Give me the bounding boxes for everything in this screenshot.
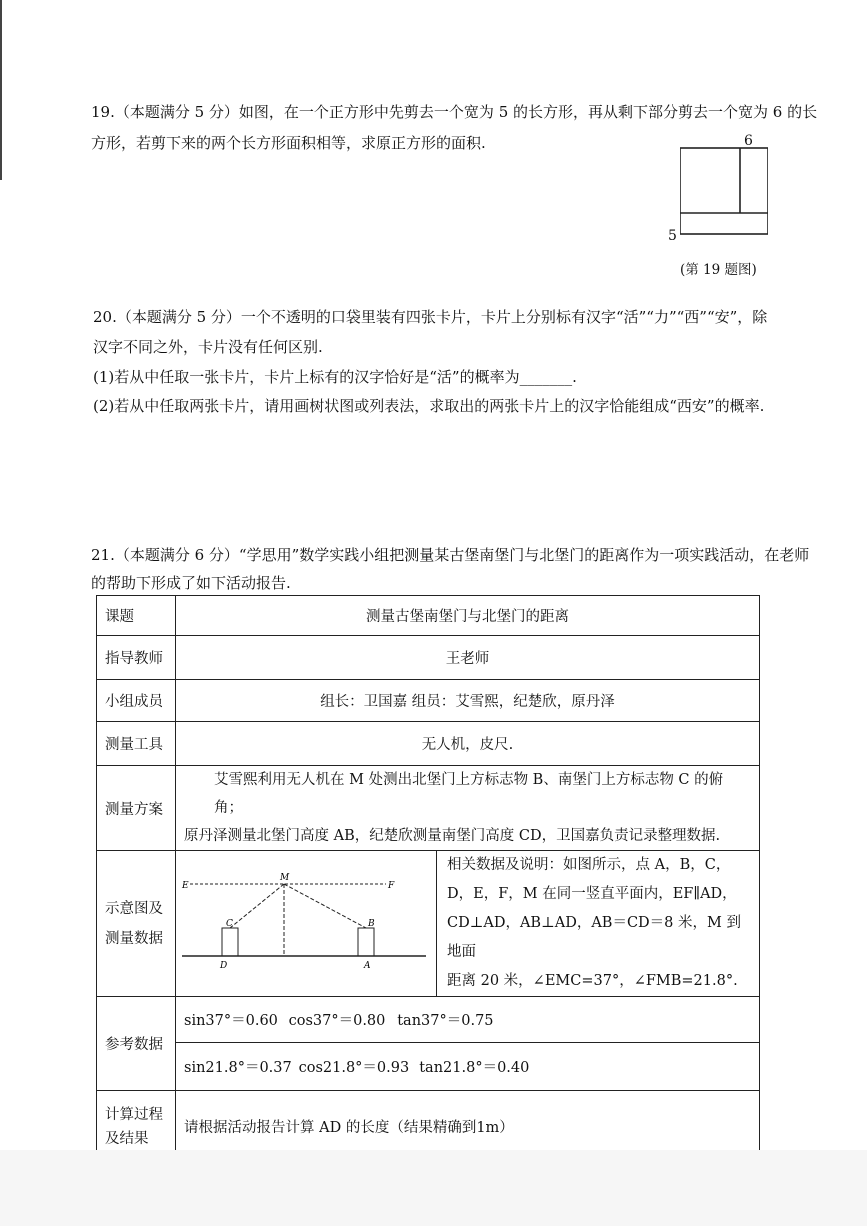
diagram-description: [437, 851, 760, 997]
line-MB: [284, 884, 366, 928]
calc-label-line1: 计算过程: [105, 1106, 163, 1123]
tools-label: 测量工具: [97, 722, 176, 766]
plan-value: [176, 766, 760, 851]
ref-cos37: cos37°＝0.80: [288, 1013, 386, 1029]
plan-line2: 原丹泽测量北堡门高度 AB，纪楚欣测量南堡门高度 CD，卫国嘉负责记录整理数据.: [184, 828, 721, 844]
q21-text-line2: 的帮助下形成了如下活动报告.: [91, 574, 291, 592]
q19-text-line2: 方形，若剪下来的两个长方形面积相等，求原正方形的面积.: [91, 134, 486, 152]
diagram-label-line2: 测量数据: [105, 930, 163, 947]
q19-figure: [680, 136, 768, 246]
q19-label-5: 5: [668, 228, 677, 244]
topic-value: 测量古堡南堡门与北堡门的距离: [176, 596, 760, 636]
calc-label-line2: 及结果: [105, 1130, 149, 1147]
ref-row1: [176, 997, 760, 1043]
q19-label-6: 6: [744, 133, 753, 149]
point-M: M: [280, 872, 290, 883]
ref-sin37: sin37°＝0.60: [184, 1013, 278, 1029]
desc-line3: CD⊥AD，AB⊥AD，AB＝CD＝8 米，M 到地面: [447, 915, 741, 960]
table-row-diagram: [97, 851, 760, 997]
line-MC: [230, 884, 284, 928]
page-bottom-margin: [0, 1150, 867, 1226]
ref-sin21-8: sin21.8°＝0.37: [184, 1060, 292, 1076]
activity-report-table: [96, 595, 760, 1163]
q20-text-line2: 汉字不同之外，卡片没有任何区别.: [93, 338, 323, 356]
tools-value: 无人机，皮尺.: [176, 722, 760, 766]
ref-tan21-8: tan21.8°＝0.40: [419, 1060, 530, 1076]
north-gate: [358, 928, 374, 956]
table-row-members: [97, 680, 760, 722]
table-row-teacher: [97, 636, 760, 680]
ref-cos21-8: cos21.8°＝0.93: [298, 1060, 410, 1076]
diagram-cell: [176, 851, 437, 997]
point-F: F: [388, 880, 395, 891]
desc-line1: 相关数据及说明：如图所示，点 A，B，C，: [447, 857, 731, 873]
south-gate: [222, 928, 238, 956]
point-E: E: [182, 880, 189, 891]
q21-text-line1: 21.（本题满分 6 分）“学思用”数学实践小组把测量某古堡南堡门与北堡门的距离作为一项实践活动，在老师: [91, 546, 810, 564]
plan-line1: 艾雪熙利用无人机在 M 处测出北堡门上方标志物 B、南堡门上方标志物 C 的俯角；: [214, 772, 724, 816]
page-edge: [0, 0, 2, 180]
q19-text-line1: 19.（本题满分 5 分）如图，在一个正方形中先剪去一个宽为 5 的长方形，再从剩下部分剪去一个宽为 6 的长: [91, 103, 818, 121]
measurement-diagram: [176, 858, 436, 986]
plan-label: 测量方案: [97, 766, 176, 851]
point-D: D: [220, 960, 228, 971]
desc-line4: 距离 20 米，∠EMC=37°，∠FMB=21.8°.: [447, 973, 738, 989]
q20-text-line1: 20.（本题满分 5 分）一个不透明的口袋里装有四张卡片，卡片上分别标有汉字“活”“力”“西”“安”，除: [93, 308, 768, 326]
ref-row2: [176, 1043, 760, 1091]
point-B: B: [368, 918, 375, 929]
diagram-label: [97, 851, 176, 997]
table-row-ref-1: [97, 997, 760, 1043]
calc-value: 请根据活动报告计算 AD 的长度（结果精确到1m）: [176, 1091, 760, 1163]
point-A: A: [364, 960, 371, 971]
table-row-tools: [97, 722, 760, 766]
q20-part2: (2)若从中任取两张卡片，请用画树状图或列表法，求取出的两张卡片上的汉字恰能组成“西安”的概率.: [93, 397, 765, 415]
ref-label: 参考数据: [97, 997, 176, 1091]
teacher-value: 王老师: [176, 636, 760, 680]
table-row-ref-2: [97, 1043, 760, 1091]
point-C: C: [226, 918, 233, 929]
diagram-label-line1: 示意图及: [105, 900, 163, 917]
desc-line2: D，E，F，M 在同一竖直平面内，EF∥AD，: [447, 886, 737, 902]
table-row-plan: [97, 766, 760, 851]
q19-figure-caption: (第 19 题图): [680, 262, 757, 278]
ref-tan37: tan37°＝0.75: [397, 1013, 494, 1029]
q20-part1: (1)若从中任取一张卡片，卡片上标有的汉字恰好是“活”的概率为_______.: [93, 368, 577, 386]
members-label: 小组成员: [97, 680, 176, 722]
table-row-topic: [97, 596, 760, 636]
teacher-label: 指导教师: [97, 636, 176, 680]
members-value: 组长：卫国嘉 组员：艾雪熙，纪楚欣，原丹泽: [176, 680, 760, 722]
topic-label: 课题: [97, 596, 176, 636]
